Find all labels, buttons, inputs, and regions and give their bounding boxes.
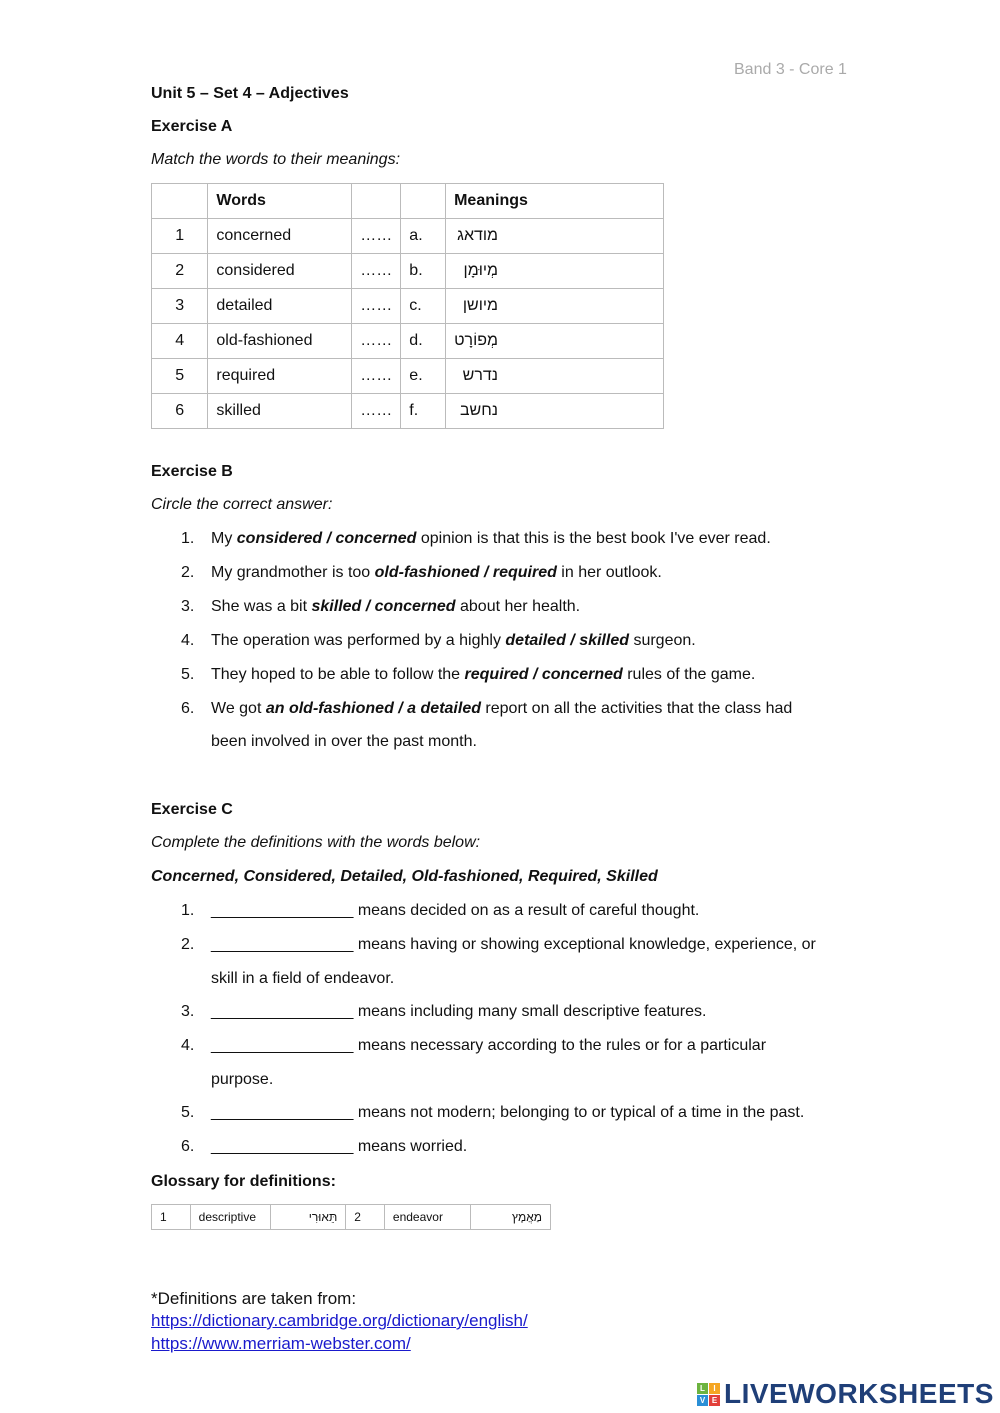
row-letter: d. — [401, 324, 446, 359]
table-row — [152, 289, 664, 324]
exercise-c-title: Exercise C — [151, 801, 233, 818]
definition-text: means necessary according to the rules or for a particular — [353, 1037, 767, 1054]
item-number: 3. — [181, 598, 195, 615]
row-word: required — [208, 359, 352, 394]
liveworksheets-logo — [697, 1378, 994, 1410]
definition-text: means worried. — [353, 1138, 468, 1155]
definition-text: means having or showing exceptional knowledge, experience, or — [353, 936, 816, 953]
page-title: Unit 5 – Set 4 – Adjectives — [151, 85, 349, 102]
table-header-row — [152, 184, 664, 219]
row-letter: c. — [401, 289, 446, 324]
glossary-cell: 2 — [346, 1205, 385, 1230]
item-number: 3. — [181, 1003, 195, 1020]
item-post: rules of the game. — [622, 666, 756, 683]
item-cont-text: purpose. — [211, 1071, 274, 1088]
item-number: 1. — [181, 902, 195, 919]
item-text — [211, 700, 792, 718]
exercise-b-title: Exercise B — [151, 463, 233, 480]
exercise-a-instruction: Match the words to their meanings: — [151, 151, 401, 168]
table-row — [152, 254, 664, 289]
item-pre: We got — [211, 700, 266, 717]
item-post: report on all the activities that the class had — [480, 700, 793, 717]
table-row — [152, 324, 664, 359]
row-word: considered — [208, 254, 352, 289]
row-number: 2 — [152, 254, 208, 289]
row-word: skilled — [208, 394, 352, 429]
answer-choices[interactable]: required / concerned — [464, 666, 623, 683]
item-cont-text: been involved in over the past month. — [211, 733, 477, 750]
item-text — [211, 936, 816, 954]
row-meaning: נחשב — [446, 394, 664, 429]
logo-letter-square: I — [709, 1383, 720, 1394]
row-number: 1 — [152, 219, 208, 254]
row-word: concerned — [208, 219, 352, 254]
row-blank[interactable]: …… — [352, 359, 401, 394]
row-letter: a. — [401, 219, 446, 254]
item-number: 6. — [181, 700, 195, 717]
definition-text: means decided on as a result of careful thought. — [353, 902, 700, 919]
row-number: 5 — [152, 359, 208, 394]
footer-note: *Definitions are taken from: — [151, 1289, 357, 1308]
item-text — [211, 598, 580, 616]
exercise-a-title: Exercise A — [151, 118, 233, 135]
item-pre: She was a bit — [211, 598, 312, 615]
row-meaning: מְיוּמָן — [446, 254, 664, 289]
item-text — [211, 1003, 706, 1021]
glossary-cell: תֵּאוּרִי — [271, 1205, 346, 1230]
glossary-cell: 1 — [152, 1205, 191, 1230]
row-word: old-fashioned — [208, 324, 352, 359]
item-text — [211, 1104, 804, 1122]
row-meaning: נדרש — [446, 359, 664, 394]
glossary-cell: מַאֲמָץ — [470, 1205, 550, 1230]
item-number: 5. — [181, 666, 195, 683]
item-post: about her health. — [455, 598, 581, 615]
header-blank — [352, 184, 401, 219]
item-text — [211, 666, 755, 684]
item-text — [211, 530, 771, 548]
item-text — [211, 564, 662, 582]
logo-letter-square: E — [709, 1395, 720, 1406]
item-post: in her outlook. — [556, 564, 662, 581]
answer-choices[interactable]: skilled / concerned — [311, 598, 456, 615]
glossary-table — [151, 1204, 551, 1230]
answer-blank[interactable]: ________________ — [211, 936, 354, 953]
answer-choices[interactable]: an old-fashioned / a detailed — [265, 700, 481, 717]
row-number: 4 — [152, 324, 208, 359]
merriam-webster-link[interactable]: https://www.merriam-webster.com/ — [151, 1334, 411, 1353]
item-number: 2. — [181, 564, 195, 581]
header-num — [152, 184, 208, 219]
glossary-title: Glossary for definitions: — [151, 1173, 336, 1190]
exercise-c-instruction: Complete the definitions with the words below: — [151, 834, 481, 851]
logo-letter-square: L — [697, 1383, 708, 1394]
table-row — [152, 359, 664, 394]
row-meaning: מודאג — [446, 219, 664, 254]
header-label: Band 3 - Core 1 — [734, 61, 847, 78]
answer-blank[interactable]: ________________ — [211, 1037, 354, 1054]
item-text — [211, 902, 699, 920]
item-text — [211, 1037, 766, 1055]
row-number: 3 — [152, 289, 208, 324]
cambridge-link[interactable]: https://dictionary.cambridge.org/dictionary/english/ — [151, 1311, 528, 1330]
row-blank[interactable]: …… — [352, 254, 401, 289]
answer-blank[interactable]: ________________ — [211, 1104, 354, 1121]
item-number: 6. — [181, 1138, 195, 1155]
item-number: 2. — [181, 936, 195, 953]
logo-text: LIVEWORKSHEETS — [724, 1378, 994, 1409]
row-letter: b. — [401, 254, 446, 289]
answer-choices[interactable]: detailed / skilled — [505, 632, 629, 649]
row-meaning: מיושן — [446, 289, 664, 324]
answer-choices[interactable]: considered / concerned — [236, 530, 417, 547]
header-words: Words — [208, 184, 352, 219]
item-post: opinion is that this is the best book I've ever read. — [416, 530, 771, 547]
item-number: 5. — [181, 1104, 195, 1121]
item-pre: They hoped to be able to follow the — [211, 666, 465, 683]
row-meaning: מְפוֹרָט — [446, 324, 664, 359]
row-blank[interactable]: …… — [352, 219, 401, 254]
table-row — [152, 394, 664, 429]
item-number: 4. — [181, 1037, 195, 1054]
item-pre: My grandmother is too — [211, 564, 375, 581]
table-row — [152, 219, 664, 254]
logo-letter-square: V — [697, 1395, 708, 1406]
exercise-b-instruction: Circle the correct answer: — [151, 496, 333, 513]
row-number: 6 — [152, 394, 208, 429]
glossary-cell: endeavor — [384, 1205, 470, 1230]
row-blank[interactable]: …… — [352, 324, 401, 359]
item-pre: My — [211, 530, 237, 547]
header-meanings: Meanings — [446, 184, 664, 219]
item-pre: The operation was performed by a highly — [211, 632, 506, 649]
definition-text: means including many small descriptive features. — [353, 1003, 707, 1020]
item-cont-text: skill in a field of endeavor. — [211, 970, 395, 987]
header-letter — [401, 184, 446, 219]
item-number: 1. — [181, 530, 195, 547]
row-letter: e. — [401, 359, 446, 394]
row-letter: f. — [401, 394, 446, 429]
answer-choices[interactable]: old-fashioned / required — [374, 564, 557, 581]
word-bank: Concerned, Considered, Detailed, Old-fashioned, Required, Skilled — [151, 868, 658, 885]
row-blank[interactable]: …… — [352, 394, 401, 429]
item-text — [211, 1138, 467, 1156]
item-text — [211, 632, 696, 650]
logo-squares-icon — [697, 1383, 720, 1406]
definition-text: means not modern; belonging to or typical of a time in the past. — [353, 1104, 805, 1121]
matching-table — [151, 183, 664, 429]
row-blank[interactable]: …… — [352, 289, 401, 324]
answer-blank[interactable]: ________________ — [211, 902, 354, 919]
item-number: 4. — [181, 632, 195, 649]
glossary-cell: descriptive — [190, 1205, 270, 1230]
row-word: detailed — [208, 289, 352, 324]
answer-blank[interactable]: ________________ — [211, 1138, 354, 1155]
item-post: surgeon. — [629, 632, 696, 649]
answer-blank[interactable]: ________________ — [211, 1003, 354, 1020]
